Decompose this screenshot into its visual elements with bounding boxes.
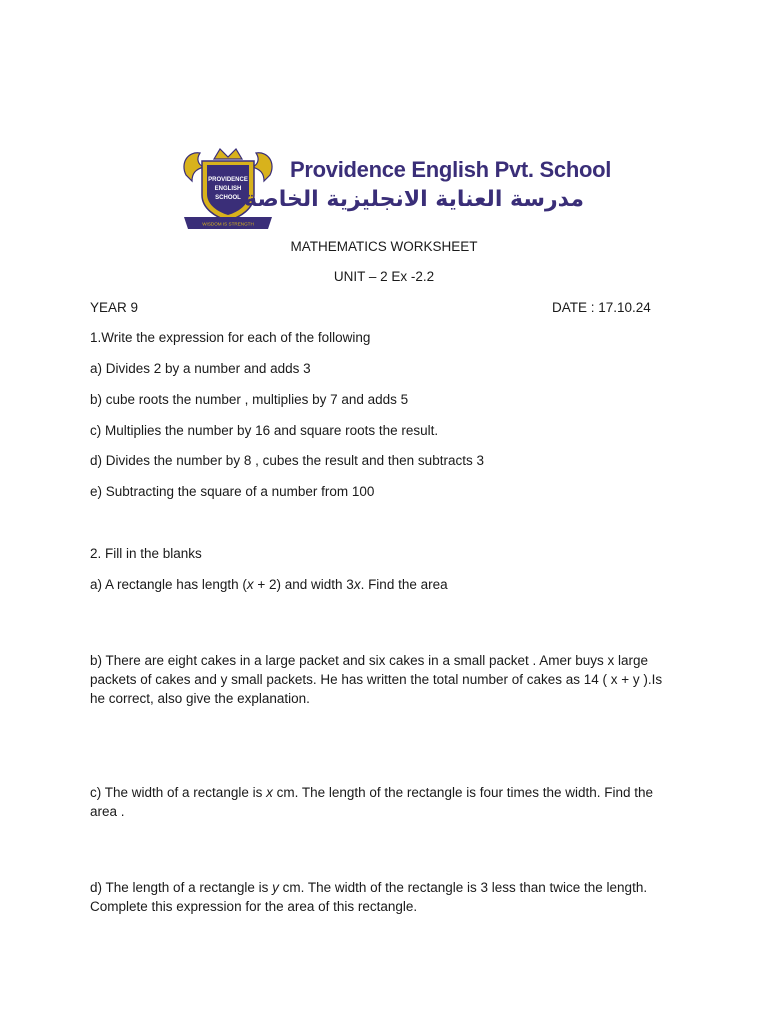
question-1-item: a) Divides 2 by a number and adds 3 xyxy=(90,361,311,376)
question-2d-text: d) The length of a rectangle is xyxy=(90,880,273,895)
question-2d-text: cm. The width of the rectangle is 3 less than twice the length. Complete this expression for the area of this rectangle. xyxy=(90,880,648,914)
unit-label: UNIT – 2 Ex -2.2 xyxy=(333,269,435,284)
school-name-english: Providence English Pvt. School xyxy=(290,157,612,182)
question-2a-text: . Find the area xyxy=(360,577,448,592)
question-1-item: e) Subtracting the square of a number from 100 xyxy=(90,484,375,499)
question-1-item: d) Divides the number by 8 , cubes the result and then subtracts 3 xyxy=(90,453,484,468)
crest-text-line: PROVIDENCE xyxy=(208,177,248,183)
question-1-item: b) cube roots the number , multiplies by 7 and adds 5 xyxy=(90,392,409,407)
question-2d xyxy=(90,878,680,916)
question-1-item: c) Multiplies the number by 16 and square roots the result. xyxy=(90,423,439,438)
question-2c-text: c) The width of a rectangle is xyxy=(90,785,267,800)
variable-x: x xyxy=(353,577,361,592)
question-2-heading: 2. Fill in the blanks xyxy=(90,546,202,561)
question-2a-text: + 2) and width 3 xyxy=(253,577,354,592)
year-label: YEAR 9 xyxy=(90,300,139,315)
crest-text-line: SCHOOL xyxy=(215,195,241,201)
variable-x: x xyxy=(246,577,254,592)
worksheet-title: MATHEMATICS WORKSHEET xyxy=(290,239,478,254)
question-2a xyxy=(90,576,448,594)
question-2c-text: cm. The length of the rectangle is four times the width. Find the area . xyxy=(90,785,654,819)
date-label: DATE : 17.10.24 xyxy=(552,300,651,315)
school-header xyxy=(178,145,612,233)
question-1-heading: 1.Write the expression for each of the following xyxy=(90,330,371,345)
school-name-arabic: مدرسة العناية الانجليزية الخاصة xyxy=(244,187,584,212)
variable-y: y xyxy=(272,880,279,895)
variable-x: x xyxy=(266,785,273,800)
question-2c xyxy=(90,783,680,821)
question-2a-text: a) A rectangle has length ( xyxy=(90,577,247,592)
question-2b: b) There are eight cakes in a large packet and six cakes in a small packet . Amer buys x large packets of cakes and y small packets. He has written the total number of cakes as 14 ( x + y ).Is he correct, also give the explanation. xyxy=(90,653,663,706)
crest-motto: WISDOM IS STRENGTH xyxy=(202,221,254,227)
crest-text-line: ENGLISH xyxy=(214,186,242,192)
